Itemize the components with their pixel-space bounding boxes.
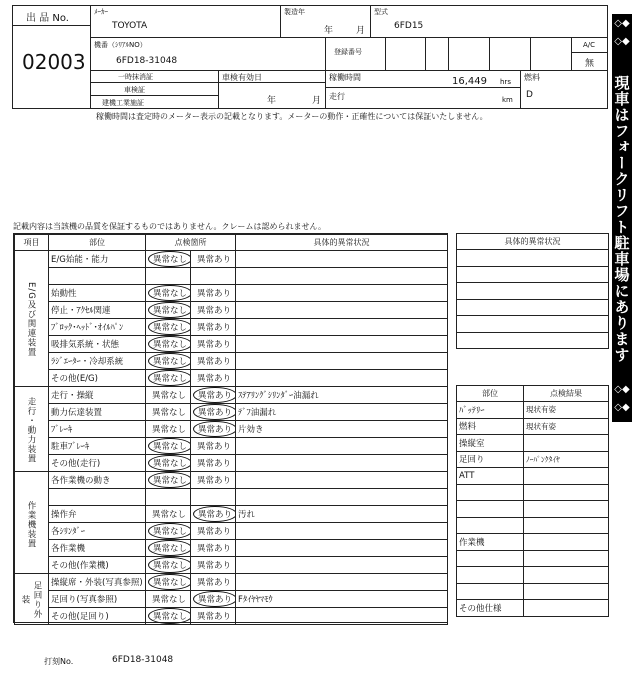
abnormal-mark: 異常あり bbox=[197, 374, 232, 384]
row-detail bbox=[236, 302, 448, 319]
abnormal-mark: 異常あり bbox=[197, 340, 232, 350]
inspection-row bbox=[15, 438, 448, 455]
inspection-row bbox=[15, 557, 448, 574]
no-abnormal-mark: 異常なし bbox=[148, 285, 191, 301]
inspection-row bbox=[15, 268, 448, 285]
result-value bbox=[524, 435, 609, 452]
row-detail bbox=[236, 370, 448, 387]
abnormal-mark: 異常あり bbox=[197, 578, 232, 588]
row-part: 動力伝達装置 bbox=[49, 404, 146, 421]
right-panel bbox=[456, 233, 608, 617]
year-label: 製造年 bbox=[284, 8, 305, 16]
inspection-row bbox=[15, 370, 448, 387]
maker-value: TOYOTA bbox=[112, 21, 148, 31]
no-abnormal-mark: 異常なし bbox=[152, 510, 187, 520]
abnormal-mark: 異常あり bbox=[193, 506, 236, 522]
no-abnormal-mark: 異常なし bbox=[148, 472, 191, 488]
result-part bbox=[457, 567, 524, 584]
result-value bbox=[524, 567, 609, 584]
row-detail bbox=[236, 268, 448, 285]
no-abnormal-mark: 異常なし bbox=[148, 251, 191, 267]
result-value bbox=[524, 600, 609, 617]
side-banner-text: 現車はフォークリフト駐車場にあります bbox=[612, 75, 631, 363]
inspection-row bbox=[15, 319, 448, 336]
cert-label-1: 一時抹消証 bbox=[118, 73, 153, 81]
detail-table bbox=[456, 233, 609, 349]
diamond-icon: ◇◆ bbox=[614, 18, 630, 29]
inspection-row bbox=[15, 540, 448, 557]
abnormal-mark: 異常あり bbox=[197, 442, 232, 452]
result-value bbox=[524, 517, 609, 534]
row-part bbox=[49, 489, 146, 506]
result-part: 足回り bbox=[457, 451, 524, 468]
result-part: 操縦室 bbox=[457, 435, 524, 452]
ac-label: A/C bbox=[583, 41, 596, 49]
result-row bbox=[457, 567, 609, 584]
result-part bbox=[457, 484, 524, 501]
row-part: 各作業機の動き bbox=[49, 472, 146, 489]
result-value bbox=[524, 583, 609, 600]
row-detail bbox=[236, 574, 448, 591]
no-abnormal-mark: 異常なし bbox=[148, 540, 191, 556]
row-part: ﾌﾞﾛｯｸ･ﾍｯﾄﾞ･ｵｲﾙﾊﾟﾝ bbox=[49, 319, 146, 336]
abnormal-mark: 異常あり bbox=[197, 357, 232, 367]
row-part: その他(E/G) bbox=[49, 370, 146, 387]
abnormal-mark: 異常あり bbox=[197, 527, 232, 537]
result-row bbox=[457, 550, 609, 567]
diamond-icon: ◇◆ bbox=[614, 36, 630, 47]
abnormal-mark: 異常あり bbox=[197, 476, 232, 486]
inspection-row bbox=[15, 353, 448, 370]
row-detail bbox=[236, 489, 448, 506]
fuel-value: D bbox=[526, 90, 533, 100]
no-abnormal-mark: 異常なし bbox=[148, 574, 191, 590]
no-abnormal-mark: 異常なし bbox=[148, 319, 191, 335]
row-detail: 片効き bbox=[236, 421, 448, 438]
result-row bbox=[457, 600, 609, 617]
result-part bbox=[457, 550, 524, 567]
hours-note: 稼働時間は査定時のメーター表示の記載となります。メーターの動作・正確性については保証いたしません。 bbox=[96, 112, 488, 121]
inspection-row bbox=[15, 608, 448, 625]
run-label: 走行 bbox=[329, 92, 345, 101]
fuel-label: 燃料 bbox=[524, 73, 540, 82]
col-check: 点検箇所 bbox=[146, 235, 236, 251]
result-part bbox=[457, 583, 524, 600]
header-frame bbox=[12, 5, 608, 109]
no-abnormal-mark: 異常なし bbox=[148, 302, 191, 318]
inspection-row bbox=[15, 285, 448, 302]
result-value bbox=[524, 468, 609, 485]
year-unit: 年 bbox=[324, 26, 334, 36]
result-part: 作業機 bbox=[457, 534, 524, 551]
cert-label-2: 車検証 bbox=[124, 86, 145, 94]
row-detail bbox=[236, 438, 448, 455]
row-part: 各作業機 bbox=[49, 540, 146, 557]
inspection-row bbox=[15, 489, 448, 506]
abnormal-mark: 異常あり bbox=[197, 612, 232, 622]
row-part: E/G始能・能力 bbox=[49, 251, 146, 268]
result-row bbox=[457, 484, 609, 501]
no-abnormal-mark: 異常なし bbox=[152, 425, 187, 435]
abnormal-mark: 異常あり bbox=[197, 323, 232, 333]
result-part: その他仕様 bbox=[457, 600, 524, 617]
result-row bbox=[457, 517, 609, 534]
no-abnormal-mark: 異常なし bbox=[152, 391, 187, 401]
no-abnormal-mark: 異常なし bbox=[148, 523, 191, 539]
cert-label-3: 建機工業施証 bbox=[102, 99, 144, 107]
row-part: 停止・ｱｸｾﾙ関連 bbox=[49, 302, 146, 319]
row-part: 駐車ﾌﾞﾚｰｷ bbox=[49, 438, 146, 455]
row-part: 各ｼﾘﾝﾀﾞｰ bbox=[49, 523, 146, 540]
abnormal-mark: 異常あり bbox=[197, 289, 232, 299]
inspection-month-unit: 月 bbox=[312, 96, 322, 106]
result-part: ﾊﾞｯﾃﾘｰ bbox=[457, 402, 524, 419]
abnormal-mark: 異常あり bbox=[193, 387, 236, 403]
abnormal-mark: 異常あり bbox=[197, 306, 232, 316]
category-work: 作業機装置 bbox=[26, 501, 36, 549]
inspection-year-unit: 年 bbox=[267, 96, 277, 106]
abnormal-mark: 異常あり bbox=[197, 544, 232, 554]
result-value bbox=[524, 501, 609, 518]
row-part bbox=[49, 268, 146, 285]
row-detail: ｽﾃｱﾘﾝｸﾞｼﾘﾝﾀﾞｰ油漏れ bbox=[236, 387, 448, 404]
result-part bbox=[457, 501, 524, 518]
inspection-date-label: 車検有効日 bbox=[222, 73, 262, 82]
result-row bbox=[457, 583, 609, 600]
result-part: ATT bbox=[457, 468, 524, 485]
stamp-label: 打刻No. bbox=[44, 657, 74, 666]
no-abnormal-mark: 異常なし bbox=[148, 608, 191, 624]
serial-value: 6FD18-31048 bbox=[116, 56, 178, 66]
result-table bbox=[456, 385, 609, 617]
abnormal-mark: 異常あり bbox=[197, 255, 232, 265]
result-value bbox=[524, 534, 609, 551]
category-undercarriage: 足回り外装 bbox=[20, 581, 42, 619]
quality-note: 記載内容は当該機の品質を保証するものではありません。クレームは認められません。 bbox=[13, 222, 326, 231]
inspection-table bbox=[13, 233, 448, 623]
result-value: ﾉｰﾊﾟﾝｸﾀｲﾔ bbox=[524, 451, 609, 468]
inspection-row bbox=[15, 523, 448, 540]
row-part: 操作弁 bbox=[49, 506, 146, 523]
result-row bbox=[457, 402, 609, 419]
inspection-row bbox=[15, 506, 448, 523]
abnormal-mark: 異常あり bbox=[197, 561, 232, 571]
inspection-row bbox=[15, 302, 448, 319]
row-detail bbox=[236, 353, 448, 370]
row-detail: 汚れ bbox=[236, 506, 448, 523]
col-part: 部位 bbox=[49, 235, 146, 251]
row-detail bbox=[236, 540, 448, 557]
result-row bbox=[457, 501, 609, 518]
lot-label: 出 品 No. bbox=[26, 13, 69, 24]
row-detail bbox=[236, 251, 448, 268]
detail-header: 具体的異常状況 bbox=[457, 234, 609, 250]
row-detail bbox=[236, 285, 448, 302]
no-abnormal-mark: 異常なし bbox=[152, 595, 187, 605]
result-value bbox=[524, 550, 609, 567]
serial-label: 機番（ｼﾘｱﾙNO） bbox=[94, 41, 147, 49]
inspection-row bbox=[15, 455, 448, 472]
inspection-row bbox=[15, 336, 448, 353]
row-detail: Fﾀｲﾔﾔﾏﾓｳ bbox=[236, 591, 448, 608]
inspection-row bbox=[15, 591, 448, 608]
no-abnormal-mark: 異常なし bbox=[148, 557, 191, 573]
col-detail: 具体的異常状況 bbox=[236, 235, 448, 251]
category-drive: 走行・動力装置 bbox=[26, 397, 36, 464]
row-part: 始動性 bbox=[49, 285, 146, 302]
result-value bbox=[524, 484, 609, 501]
result-value: 現状有姿 bbox=[524, 418, 609, 435]
stamp-value: 6FD18-31048 bbox=[112, 655, 174, 665]
inspection-row bbox=[15, 472, 448, 489]
no-abnormal-mark: 異常なし bbox=[148, 370, 191, 386]
row-part: 走行・操縦 bbox=[49, 387, 146, 404]
row-part: ﾗｼﾞｴｰﾀｰ・冷却系統 bbox=[49, 353, 146, 370]
result-part: 燃料 bbox=[457, 418, 524, 435]
row-part: 操縦席・外装(写真参照) bbox=[49, 574, 146, 591]
month-unit: 月 bbox=[356, 26, 366, 36]
lot-number: 02003 bbox=[22, 50, 86, 74]
row-detail bbox=[236, 523, 448, 540]
diamond-icon: ◇◆ bbox=[614, 402, 630, 413]
no-abnormal-mark: 異常なし bbox=[148, 455, 191, 471]
no-abnormal-mark: 異常なし bbox=[152, 408, 187, 418]
no-abnormal-mark: 異常なし bbox=[148, 438, 191, 454]
inspection-row bbox=[15, 404, 448, 421]
abnormal-mark: 異常あり bbox=[193, 591, 236, 607]
hours-value: 16,449 bbox=[452, 76, 487, 87]
result-value: 現状有姿 bbox=[524, 402, 609, 419]
col-item: 項目 bbox=[15, 235, 49, 251]
category-engine: E/G及び関連装置 bbox=[26, 281, 36, 357]
km-unit: km bbox=[502, 96, 513, 104]
inspection-row bbox=[15, 251, 448, 268]
inspection-row bbox=[15, 421, 448, 438]
row-part: 吸排気系統・状態 bbox=[49, 336, 146, 353]
no-abnormal-mark: 異常なし bbox=[148, 353, 191, 369]
hours-label: 稼働時間 bbox=[329, 73, 361, 82]
registration-label: 登録番号 bbox=[334, 48, 362, 56]
row-detail bbox=[236, 336, 448, 353]
inspection-row bbox=[15, 574, 448, 591]
row-part: その他(走行) bbox=[49, 455, 146, 472]
abnormal-mark: 異常あり bbox=[197, 459, 232, 469]
part-header: 部位 bbox=[457, 386, 524, 402]
hours-unit: hrs bbox=[500, 78, 511, 86]
row-part: ﾌﾞﾚｰｷ bbox=[49, 421, 146, 438]
diamond-icon: ◇◆ bbox=[614, 384, 630, 395]
result-row bbox=[457, 534, 609, 551]
row-detail bbox=[236, 557, 448, 574]
result-row bbox=[457, 451, 609, 468]
model-label: 型式 bbox=[374, 8, 388, 16]
result-row bbox=[457, 418, 609, 435]
side-banner bbox=[612, 14, 632, 422]
result-row bbox=[457, 435, 609, 452]
row-part: その他(作業機) bbox=[49, 557, 146, 574]
abnormal-mark: 異常あり bbox=[193, 421, 236, 437]
maker-label: ﾒｰｶｰ bbox=[94, 8, 108, 16]
row-detail bbox=[236, 455, 448, 472]
abnormal-mark: 異常あり bbox=[193, 404, 236, 420]
row-detail: ﾃﾞﾌ油漏れ bbox=[236, 404, 448, 421]
row-detail bbox=[236, 319, 448, 336]
no-abnormal-mark: 異常なし bbox=[148, 336, 191, 352]
inspection-row bbox=[15, 387, 448, 404]
row-detail bbox=[236, 608, 448, 625]
row-part: その他(足回り) bbox=[49, 608, 146, 625]
result-row bbox=[457, 468, 609, 485]
ac-value: 無 bbox=[585, 59, 595, 69]
row-detail bbox=[236, 472, 448, 489]
result-header: 点検結果 bbox=[524, 386, 609, 402]
result-part bbox=[457, 517, 524, 534]
model-value: 6FD15 bbox=[394, 21, 424, 31]
row-part: 足回り(写真参照) bbox=[49, 591, 146, 608]
